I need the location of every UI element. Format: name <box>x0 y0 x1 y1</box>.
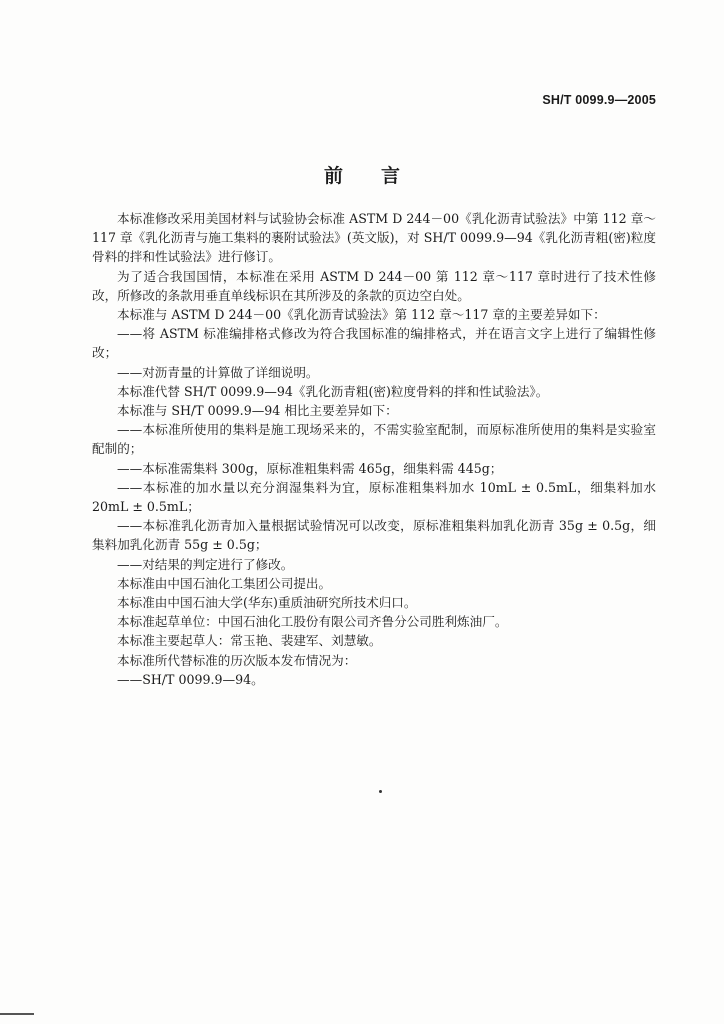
paragraph: 本标准修改采用美国材料与试验协会标准 ASTM D 244－00《乳化沥青试验法》中第 112 章～117 章《乳化沥青与施工集料的裹附试验法》(英文版)，对 SH/T 0099.9—94《乳化沥青粗(密)粒度骨料的拌和性试验法》进行修订。 <box>92 211 656 265</box>
title-char-1: 前 <box>323 165 343 187</box>
scan-edge-mark <box>0 1013 34 1015</box>
paragraph: 本标准与 SH/T 0099.9—94 相比主要差异如下： <box>117 403 398 419</box>
paragraph: 本标准与 ASTM D 244－00《乳化沥青试验法》第 112 章～117 章的主要差异如下： <box>117 307 606 323</box>
foreword-body <box>92 209 656 689</box>
page-title <box>0 161 724 188</box>
paragraph: ——将 ASTM 标准编排格式修改为符合我国标准的编排格式，并在语言文字上进行了编辑性修改； <box>92 326 656 361</box>
paragraph: ——本标准需集料 300g，原标准粗集料需 465g，细集料需 445g； <box>117 460 503 476</box>
paragraph: 本标准主要起草人：常玉艳、裴建军、刘慧敏。 <box>117 633 382 649</box>
title-char-2: 言 <box>381 165 401 187</box>
paragraph: 本标准起草单位：中国石油化工股份有限公司齐鲁分公司胜利炼油厂。 <box>117 614 508 630</box>
scan-speck <box>379 790 382 793</box>
paragraph: 本标准由中国石油化工集团公司提出。 <box>117 575 332 591</box>
paragraph: ——对结果的判定进行了修改。 <box>117 556 294 572</box>
paragraph: ——对沥青量的计算做了详细说明。 <box>117 364 319 380</box>
paragraph: 本标准由中国石油大学(华东)重质油研究所技术归口。 <box>117 595 417 611</box>
paragraph: ——本标准所使用的集料是施工现场采来的，不需实验室配制，而原标准所使用的集料是实验室配制的； <box>92 422 656 457</box>
standard-code: SH/T 0099.9—2005 <box>542 93 656 107</box>
paragraph: ——本标准乳化沥青加入量根据试验情况可以改变，原标准粗集料加乳化沥青 35g ± 0.5g，细集料加乳化沥青 55g ± 0.5g； <box>92 518 656 553</box>
paragraph: 为了适合我国国情，本标准在采用 ASTM D 244－00 第 112 章～117 章时进行了技术性修改，所修改的条款用垂直单线标识在其所涉及的条款的页边空白处。 <box>92 268 656 303</box>
paragraph: ——本标准的加水量以充分润湿集料为宜，原标准粗集料加水 10mL ± 0.5mL，细集料加水 20mL ± 0.5mL； <box>92 479 656 515</box>
paragraph: 本标准所代替标准的历次版本发布情况为： <box>117 652 357 668</box>
paragraph: 本标准代替 SH/T 0099.9—94《乳化沥青粗(密)粒度骨料的拌和性试验法》。 <box>117 383 549 399</box>
paragraph: ——SH/T 0099.9—94。 <box>117 671 264 687</box>
